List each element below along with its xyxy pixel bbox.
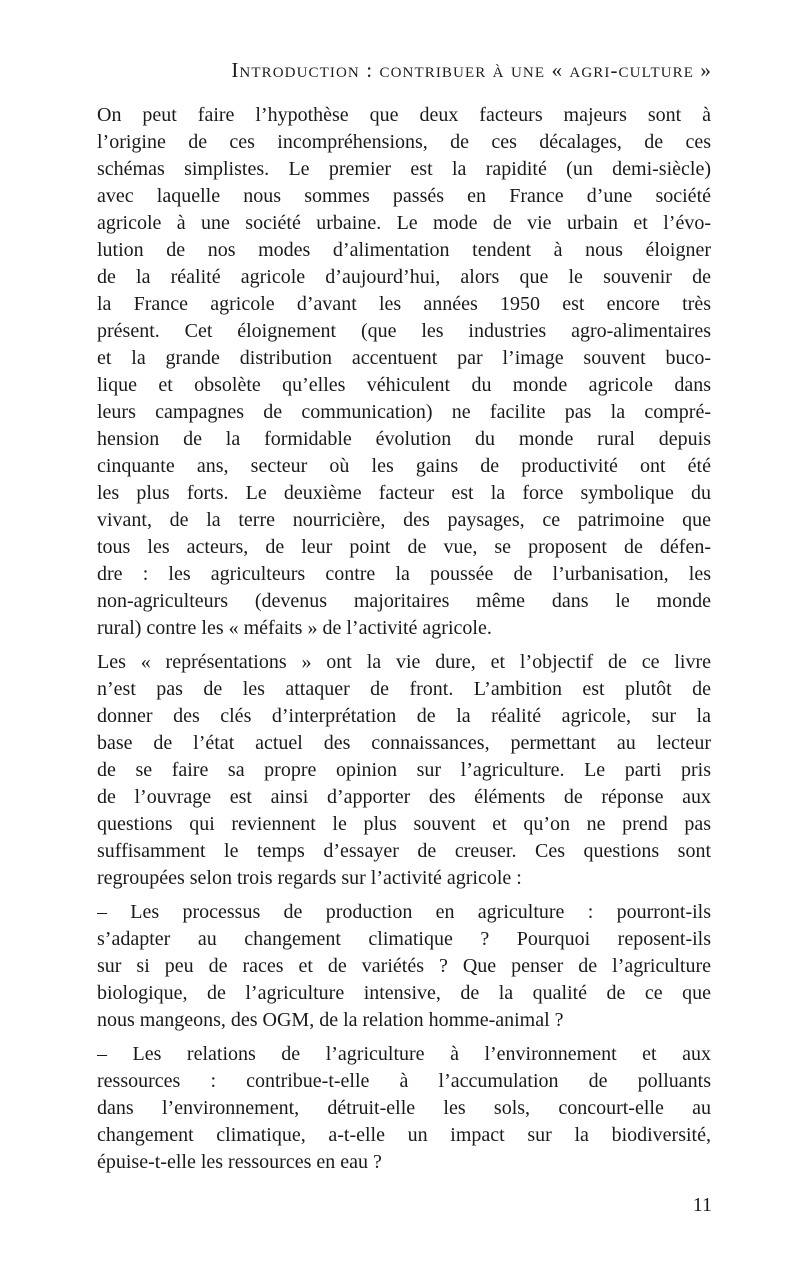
text-line: avec laquelle nous sommes passés en France d’une société [97, 185, 711, 207]
text-line: questions qui reviennent le plus souvent et qu’on ne prend pas [97, 813, 711, 835]
text-line: non-agriculteurs (devenus majoritaires même dans le monde [97, 590, 711, 612]
text-line: nous mangeons, des OGM, de la relation homme-animal ? [97, 1009, 564, 1031]
text-line: dans l’environnement, détruit-elle les sols, concourt-elle au [97, 1097, 711, 1119]
text-line: tous les acteurs, de leur point de vue, se proposent de défen- [97, 536, 711, 558]
text-line: – Les relations de l’agriculture à l’environnement et aux [97, 1043, 711, 1065]
page-number: 11 [692, 1194, 712, 1216]
text-line: de la réalité agricole d’aujourd’hui, alors que le souvenir de [97, 266, 711, 288]
text-line: présent. Cet éloignement (que les industries agro-alimentaires [97, 320, 711, 342]
text-line: lique et obsolète qu’elles véhiculent du monde agricole dans [97, 374, 711, 396]
text-line: dre : les agriculteurs contre la poussée de l’urbanisation, les [97, 563, 711, 585]
text-line: biologique, de l’agriculture intensive, de la qualité de ce que [97, 982, 711, 1004]
text-line: lution de nos modes d’alimentation tendent à nous éloigner [97, 239, 711, 261]
paragraph [97, 649, 711, 892]
text-line: cinquante ans, secteur où les gains de productivité ont été [97, 455, 711, 477]
text-line: hension de la formidable évolution du monde rural depuis [97, 428, 711, 450]
text-line: ressources : contribue-t-elle à l’accumulation de polluants [97, 1070, 711, 1092]
text-line: rural) contre les « méfaits » de l’activité agricole. [97, 617, 492, 639]
text-line: On peut faire l’hypothèse que deux facteurs majeurs sont à [97, 104, 711, 126]
text-line: de l’ouvrage est ainsi d’apporter des éléments de réponse aux [97, 786, 711, 808]
text-line: s’adapter au changement climatique ? Pourquoi reposent-ils [97, 928, 711, 950]
paragraph [97, 1041, 711, 1176]
text-line: vivant, de la terre nourricière, des paysages, ce patrimoine que [97, 509, 711, 531]
running-header: Introduction : contribuer à une « agri-culture » [231, 58, 712, 82]
text-line: sur si peu de races et de variétés ? Que penser de l’agriculture [97, 955, 711, 977]
text-line: leurs campagnes de communication) ne facilite pas la compré- [97, 401, 711, 423]
paragraph [97, 899, 711, 1034]
text-line: schémas simplistes. Le premier est la rapidité (un demi-siècle) [97, 158, 711, 180]
text-line: les plus forts. Le deuxième facteur est la force symbolique du [97, 482, 711, 504]
text-line: de se faire sa propre opinion sur l’agriculture. Le parti pris [97, 759, 711, 781]
text-line: n’est pas de les attaquer de front. L’ambition est plutôt de [97, 678, 711, 700]
text-line: donner des clés d’interprétation de la réalité agricole, sur la [97, 705, 711, 727]
text-line: base de l’état actuel des connaissances, permettant au lecteur [97, 732, 711, 754]
text-line: Les « représentations » ont la vie dure, et l’objectif de ce livre [97, 651, 711, 673]
text-line: agricole à une société urbaine. Le mode de vie urbain et l’évo- [97, 212, 711, 234]
text-line: regroupées selon trois regards sur l’activité agricole : [97, 867, 522, 889]
paragraph [97, 102, 711, 642]
text-line: et la grande distribution accentuent par l’image souvent buco- [97, 347, 711, 369]
text-line: épuise-t-elle les ressources en eau ? [97, 1151, 382, 1173]
text-line: suffisamment le temps d’essayer de creuser. Ces questions sont [97, 840, 711, 862]
text-line: – Les processus de production en agriculture : pourront-ils [97, 901, 711, 923]
text-line: l’origine de ces incompréhensions, de ces décalages, de ces [97, 131, 711, 153]
text-line: changement climatique, a-t-elle un impact sur la biodiversité, [97, 1124, 711, 1146]
body-text [97, 102, 711, 1176]
text-line: la France agricole d’avant les années 1950 est encore très [97, 293, 711, 315]
